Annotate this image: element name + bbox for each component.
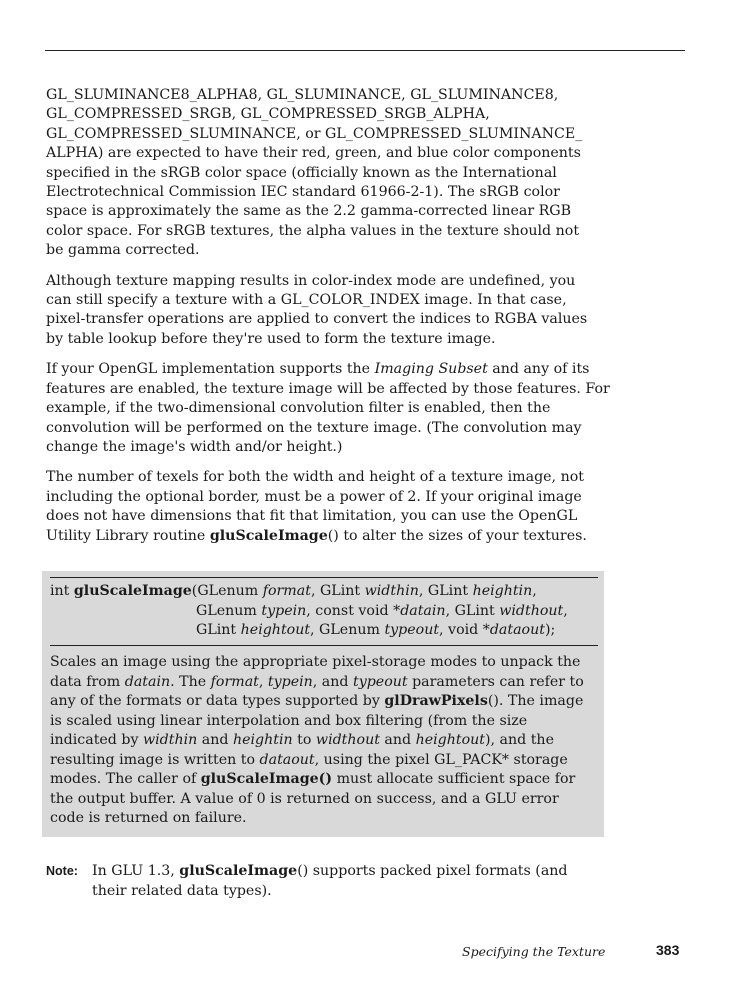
text-line [46, 291, 606, 310]
text-run: to [292, 732, 316, 748]
text-run: ); [544, 622, 556, 638]
text-line [46, 310, 606, 329]
text-run: widthin [364, 583, 419, 599]
running-head: Specifying the Texture [462, 944, 606, 959]
text-run: GL_COMPRESSED_SLUMINANCE, or GL_COMPRESSED_SLUMINANCE_ [46, 125, 583, 142]
text-run: Although texture mapping results in color-index mode are undefined, you [46, 272, 576, 289]
text-run: dataout [259, 751, 315, 768]
text-run: example, if the two-dimensional convolution filter is enabled, then the [46, 400, 551, 417]
text-run: heightout [415, 732, 485, 748]
text-run: the output buffer. A value of 0 is returned on success, and a GLU error [50, 790, 559, 807]
text-line [46, 144, 606, 163]
text-run: and [197, 732, 233, 748]
text-run: ), and the [484, 732, 554, 748]
text-line [50, 653, 602, 673]
paragraph-texel-count [46, 468, 606, 546]
text-run: , using the pixel GL_PACK* storage [314, 751, 568, 768]
text-run: is scaled using linear interpolation and box filtering (from the size [50, 712, 528, 729]
text-run: datain [124, 673, 171, 690]
text-run: gluScaleImage [179, 863, 298, 879]
body-text [46, 86, 610, 557]
text-run: including the optional border, must be a power of 2. If your original image [46, 488, 582, 505]
function-prototype [50, 577, 598, 646]
text-line [46, 419, 606, 438]
text-run: by table lookup before they're used to form the texture image. [46, 330, 496, 347]
text-run: data from [50, 673, 125, 690]
note-label: Note: [46, 864, 78, 878]
paragraph-imaging-subset [46, 360, 610, 457]
text-run: () supports packed pixel formats (and [297, 863, 568, 879]
text-run: any of the formats or data types supported by [50, 693, 385, 709]
text-line [46, 202, 606, 221]
text-line [50, 692, 602, 712]
text-run: widthout [315, 732, 380, 748]
text-run: features are enabled, the texture image will be affected by those features. For [46, 380, 610, 397]
text-run: GL_COMPRESSED_SRGB, GL_COMPRESSED_SRGB_ALPHA, [46, 106, 490, 123]
text-run: GLint [196, 622, 241, 638]
text-run: space is approximately the same as the 2.2 gamma-corrected linear RGB [46, 203, 572, 220]
text-run: does not have dimensions that fit that limitation, you can use the OpenGL [46, 508, 578, 525]
text-run: convolution will be performed on the texture image. (The convolution may [46, 419, 582, 436]
text-line [50, 673, 602, 693]
text-run: In GLU 1.3, [92, 863, 180, 879]
text-run: widthout [499, 602, 564, 619]
top-rule [45, 50, 685, 51]
text-run: be gamma corrected. [46, 242, 200, 259]
text-line [46, 438, 606, 457]
text-run: GLenum [196, 602, 262, 619]
text-run: indicated by [50, 732, 143, 748]
text-run: gluScaleImage() [200, 771, 333, 787]
prototype-line [50, 602, 598, 622]
text-run: datain [400, 602, 446, 619]
function-description [50, 653, 602, 829]
text-run: , [258, 673, 268, 690]
text-run: parameters can refer to [407, 673, 584, 690]
text-run: pixel-transfer operations are applied to convert the indices to RGBA values [46, 311, 588, 328]
text-line [50, 751, 602, 771]
text-line [46, 380, 610, 399]
text-line [46, 399, 606, 418]
text-run: typeout [353, 673, 408, 690]
text-run: int [50, 583, 74, 599]
text-run: must allocate sufficient space for [332, 771, 576, 787]
text-run: color space. For sRGB textures, the alpha values in the texture should not [46, 222, 580, 239]
text-run: heightout [240, 622, 311, 638]
text-run: () to alter the sizes of your textures. [327, 527, 587, 544]
text-run: typein [261, 602, 307, 619]
text-run: Imaging Subset [374, 361, 488, 378]
text-run: , GLenum [310, 622, 385, 638]
text-line [46, 183, 606, 202]
text-line [50, 712, 602, 732]
text-line [50, 731, 602, 751]
text-run: Electrotechnical Commission IEC standard 61966-2-1). The sRGB color [46, 184, 560, 201]
text-run: Scales an image using the appropriate pixel-storage modes to unpack the [50, 654, 581, 670]
text-run: heightin [232, 732, 293, 748]
text-line [46, 360, 606, 379]
text-run: code is returned on failure. [50, 810, 247, 826]
text-run: (). The image [487, 693, 584, 709]
text-run: typeout [384, 622, 440, 638]
text-line [46, 164, 606, 183]
paragraph-color-index [46, 272, 606, 350]
text-run: their related data types). [92, 882, 272, 899]
text-run: gluScaleImage [209, 527, 328, 544]
text-run: heightin [472, 583, 533, 599]
text-run: widthin [143, 732, 198, 748]
text-line [46, 105, 606, 124]
text-line [50, 809, 602, 829]
paragraph-srgb [46, 86, 606, 261]
text-run: ALPHA) are expected to have their red, green, and blue color components [46, 145, 581, 162]
text-run: , [563, 602, 568, 619]
text-run: Utility Library routine [46, 527, 210, 544]
page-number: 383 [656, 942, 680, 958]
text-line [50, 790, 602, 810]
text-run: glDrawPixels [384, 693, 488, 709]
text-run: typein [267, 673, 313, 690]
text-line [46, 527, 606, 546]
text-run: modes. The caller of [50, 771, 201, 787]
function-box [42, 571, 604, 837]
text-line [46, 241, 606, 260]
text-run: The number of texels for both the width and height of a texture image, not [46, 469, 584, 486]
prototype-line [50, 582, 598, 602]
text-run: and any of its [487, 361, 590, 378]
text-run: , [532, 583, 537, 599]
text-run: resulting image is written to [50, 751, 260, 768]
text-line [46, 222, 606, 241]
text-run: , GLint [445, 602, 500, 619]
text-run: change the image's width and/or height.) [46, 438, 343, 455]
text-run: GL_SLUMINANCE8_ALPHA8, GL_SLUMINANCE, GL_SLUMINANCE8, [46, 87, 559, 103]
text-run: format [210, 673, 259, 690]
text-line [46, 125, 606, 144]
text-run: (GLenum [191, 583, 263, 599]
text-run: gluScaleImage [73, 583, 192, 599]
text-run: specified in the sRGB color space (officially known as the International [46, 164, 557, 181]
text-run: can still specify a texture with a GL_COLOR_INDEX image. In that case, [46, 292, 567, 309]
text-line [46, 86, 606, 105]
text-run: If your OpenGL implementation supports the [46, 361, 375, 378]
text-line [46, 488, 606, 507]
text-line [46, 507, 606, 526]
text-line [46, 272, 606, 291]
prototype-line [50, 621, 598, 646]
text-run: , void * [439, 622, 490, 638]
text-run: , GLint [418, 583, 473, 599]
text-run: and [379, 732, 416, 748]
text-line [46, 330, 606, 349]
text-line [92, 882, 568, 902]
text-run: , const void * [306, 602, 401, 619]
text-run: dataout [489, 622, 545, 638]
text-run: format [262, 583, 311, 599]
text-run: , GLint [310, 583, 365, 599]
text-line [50, 770, 602, 790]
text-run: , and [312, 673, 353, 690]
text-line [92, 862, 568, 882]
text-run: . The [170, 673, 211, 690]
note-text [92, 862, 568, 901]
text-line [46, 468, 606, 487]
